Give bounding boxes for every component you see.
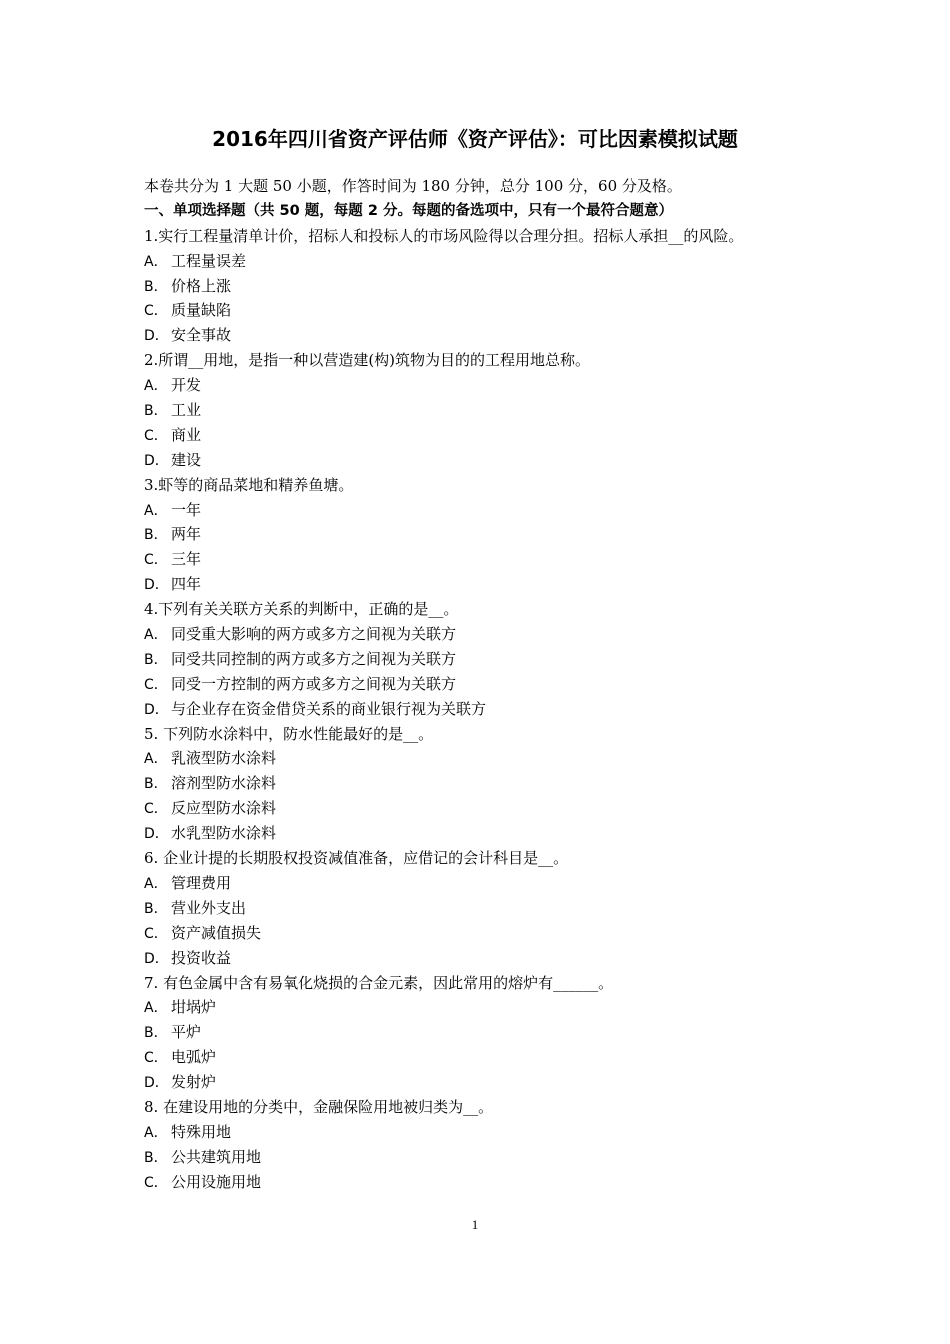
option-letter: B． xyxy=(144,651,168,668)
answer-option xyxy=(144,672,834,697)
option-letter: A． xyxy=(144,627,168,644)
answer-option xyxy=(144,448,834,473)
option-text: 同受重大影响的两方或多方之间视为关联方 xyxy=(171,625,457,644)
question xyxy=(144,971,834,1095)
option-letter: B． xyxy=(144,900,168,917)
question-stem: 2.所谓__用地，是指一种以营造建(构)筑物为目的的工程用地总称。 xyxy=(144,351,591,370)
option-text: 投资收益 xyxy=(171,948,232,967)
answer-option xyxy=(144,323,834,348)
answer-option xyxy=(144,298,834,323)
question xyxy=(144,846,834,970)
document-title: 2016年四川省资产评估师《资产评估》：可比因素模拟试题 xyxy=(212,127,738,151)
answer-option xyxy=(144,373,834,398)
option-text: 坩埚炉 xyxy=(171,998,217,1017)
answer-option xyxy=(144,572,834,597)
option-letter: B． xyxy=(144,1025,168,1042)
answer-option xyxy=(144,697,834,722)
answer-option xyxy=(144,746,834,771)
section-heading: 一、单项选择题（共 50 题，每题 2 分。每题的备选项中，只有一个最符合题意） xyxy=(144,202,673,219)
answer-option xyxy=(144,622,834,647)
answer-option xyxy=(144,1120,834,1145)
document-body xyxy=(144,174,834,1195)
exam-intro: 本卷共分为 1 大题 50 小题，作答时间为 180 分钟，总分 100 分，60 分及格。 xyxy=(144,177,682,195)
answer-option xyxy=(144,522,834,547)
option-text: 同受一方控制的两方或多方之间视为关联方 xyxy=(171,674,457,693)
option-letter: C． xyxy=(144,552,168,569)
question-stem: 5. 下列防水涂料中，防水性能最好的是__。 xyxy=(144,724,434,743)
option-letter: B． xyxy=(144,278,168,295)
option-text: 质量缺陷 xyxy=(171,301,232,320)
option-text: 营业外支出 xyxy=(171,898,247,917)
answer-option xyxy=(144,274,834,299)
option-letter: C． xyxy=(144,801,168,818)
question-stem: 6. 企业计提的长期股权投资减值准备，应借记的会计科目是__。 xyxy=(144,849,569,868)
page-number: 1 xyxy=(471,1217,479,1232)
answer-option xyxy=(144,1020,834,1045)
option-text: 同受共同控制的两方或多方之间视为关联方 xyxy=(171,649,457,668)
option-letter: B． xyxy=(144,1149,168,1166)
question-stem: 8. 在建设用地的分类中，金融保险用地被归类为__。 xyxy=(144,1097,494,1116)
option-text: 安全事故 xyxy=(171,326,232,345)
option-text: 管理费用 xyxy=(171,873,232,892)
answer-option xyxy=(144,498,834,523)
option-text: 公共建筑用地 xyxy=(171,1147,262,1166)
question xyxy=(144,597,834,721)
option-text: 与企业存在资金借贷关系的商业银行视为关联方 xyxy=(171,699,487,718)
option-letter: C． xyxy=(144,303,168,320)
answer-option xyxy=(144,946,834,971)
question xyxy=(144,473,834,597)
option-letter: D． xyxy=(144,1075,169,1092)
option-letter: D． xyxy=(144,452,169,469)
question-stem: 4.下列有关关联方关系的判断中，正确的是__。 xyxy=(144,600,459,619)
answer-option xyxy=(144,921,834,946)
question-stem: 3.虾等的商品菜地和精养鱼塘。 xyxy=(144,475,354,494)
question xyxy=(144,722,834,846)
option-text: 工业 xyxy=(171,401,202,420)
question xyxy=(144,224,834,348)
option-letter: D． xyxy=(144,328,169,345)
option-text: 一年 xyxy=(171,500,202,519)
option-text: 四年 xyxy=(171,575,202,594)
option-letter: B． xyxy=(144,527,168,544)
option-letter: B． xyxy=(144,776,168,793)
answer-option xyxy=(144,871,834,896)
option-text: 资产减值损失 xyxy=(171,923,262,942)
question xyxy=(144,1095,834,1195)
option-letter: A． xyxy=(144,253,168,270)
answer-option xyxy=(144,547,834,572)
question-stem: 1.实行工程量清单计价，招标人和投标人的市场风险得以合理分担。招标人承担__的风险。 xyxy=(144,226,744,245)
question-stem: 7. 有色金属中含有易氧化烧损的合金元素，因此常用的熔炉有______。 xyxy=(144,973,614,992)
option-letter: C． xyxy=(144,427,168,444)
answer-option xyxy=(144,647,834,672)
answer-option xyxy=(144,249,834,274)
option-text: 水乳型防水涂料 xyxy=(171,824,277,843)
answer-option xyxy=(144,796,834,821)
option-letter: D． xyxy=(144,577,169,594)
option-letter: D． xyxy=(144,950,169,967)
answer-option xyxy=(144,896,834,921)
option-letter: A． xyxy=(144,875,168,892)
answer-option xyxy=(144,995,834,1020)
option-letter: C． xyxy=(144,925,168,942)
option-letter: D． xyxy=(144,701,169,718)
answer-option xyxy=(144,1070,834,1095)
option-text: 溶剂型防水涂料 xyxy=(171,774,277,793)
option-text: 平炉 xyxy=(171,1023,202,1042)
option-text: 开发 xyxy=(171,376,202,395)
option-text: 公用设施用地 xyxy=(171,1172,262,1191)
option-letter: D． xyxy=(144,826,169,843)
answer-option xyxy=(144,1145,834,1170)
option-text: 建设 xyxy=(171,450,202,469)
option-letter: A． xyxy=(144,502,168,519)
option-text: 乳液型防水涂料 xyxy=(171,749,277,768)
option-letter: C． xyxy=(144,676,168,693)
option-letter: A． xyxy=(144,1124,168,1141)
answer-option xyxy=(144,771,834,796)
option-letter: A． xyxy=(144,1000,168,1017)
option-letter: C． xyxy=(144,1050,168,1067)
option-text: 特殊用地 xyxy=(171,1122,232,1141)
option-text: 三年 xyxy=(171,550,202,569)
option-text: 电弧炉 xyxy=(171,1048,217,1067)
answer-option xyxy=(144,1045,834,1070)
option-text: 两年 xyxy=(171,525,202,544)
answer-option xyxy=(144,821,834,846)
option-text: 商业 xyxy=(171,425,202,444)
option-text: 反应型防水涂料 xyxy=(171,799,277,818)
answer-option xyxy=(144,398,834,423)
option-text: 价格上涨 xyxy=(171,276,232,295)
option-letter: A． xyxy=(144,378,168,395)
option-text: 工程量误差 xyxy=(171,251,247,270)
option-letter: B． xyxy=(144,403,168,420)
option-text: 发射炉 xyxy=(171,1073,217,1092)
answer-option xyxy=(144,423,834,448)
question xyxy=(144,348,834,472)
answer-option xyxy=(144,1170,834,1195)
option-letter: C． xyxy=(144,1174,168,1191)
option-letter: A． xyxy=(144,751,168,768)
